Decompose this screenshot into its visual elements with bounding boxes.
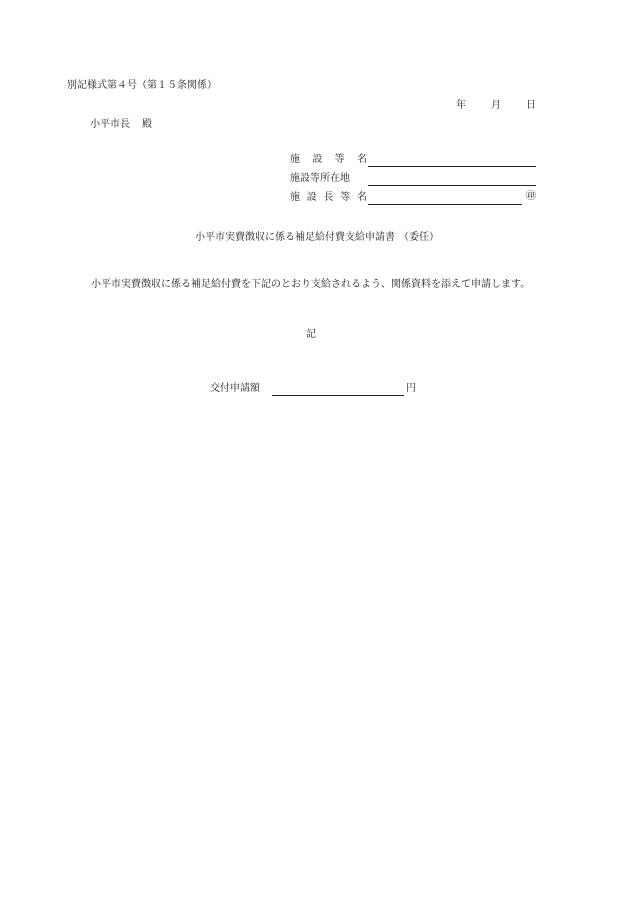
date-day-label: 日 (526, 100, 536, 111)
document-title (0, 233, 630, 243)
facility-name-field[interactable] (290, 155, 536, 169)
document-title-main: 小平市実費徴収に係る補足給付費支給申請書 (195, 232, 395, 243)
addressee-name: 小平市長 (90, 119, 130, 130)
facility-head-label: 施 設 長 等 名 (290, 192, 367, 203)
facility-address-underline (368, 185, 536, 186)
date-year-label: 年 (456, 100, 466, 111)
application-amount-label: 交付申請額 (210, 383, 260, 394)
facility-head-field[interactable] (290, 193, 536, 207)
facility-address-label: 施設等所在地 (290, 173, 350, 184)
document-title-note: （委任） (399, 232, 439, 243)
seal-mark: ㊞ (526, 191, 536, 202)
facility-address-field[interactable] (290, 174, 536, 188)
application-amount-field[interactable] (210, 384, 416, 398)
form-number: 別記様式第４号（第１５条関係） (67, 80, 217, 91)
application-body-text: 小平市実費徴収に係る補足給付費を下記のとおり支給されるよう、関係資料を添えて申請します。 (91, 279, 531, 290)
addressee-title: 殿 (142, 119, 152, 130)
ki-heading: 記 (306, 329, 316, 340)
facility-name-label: 施 設 等 名 (290, 154, 367, 165)
facility-name-underline (368, 166, 536, 167)
application-amount-underline (272, 395, 404, 396)
facility-head-underline (368, 204, 522, 205)
amount-unit-label: 円 (406, 383, 416, 394)
date-month-label: 月 (491, 100, 501, 111)
addressee (90, 120, 152, 130)
